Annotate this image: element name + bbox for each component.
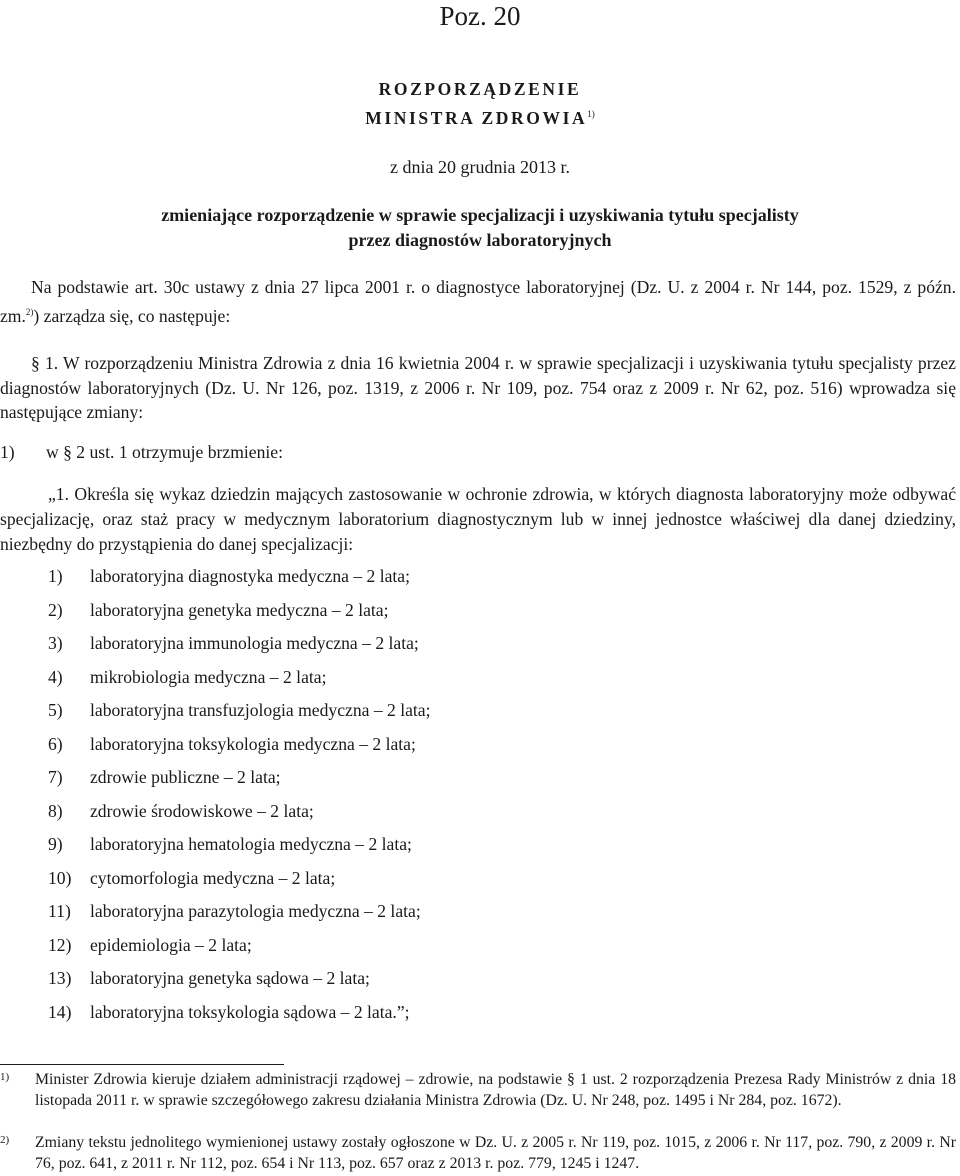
footnote-1	[0, 1070, 956, 1111]
list-item-number: 8)	[48, 800, 63, 821]
list-item-number: 13)	[48, 968, 72, 988]
list-item-text: laboratoryjna immunologia medyczna – 2 lata;	[90, 633, 419, 653]
footnote-2	[0, 1133, 956, 1174]
footnote-text: Minister Zdrowia kieruje działem administracji rządowej – zdrowie, na podstawie § 1 ust. 2 rozporządzenia Prezesa Rady Ministrów z dnia 18 listopada 2011 r. w sprawie szczegółowego zakresu działania Ministra Zdrowia (Dz. U. Nr 248, poz. 1495 i Nr 284, poz. 1672).	[35, 1071, 956, 1109]
list-item-number: 1)	[48, 566, 63, 586]
list-item-text: laboratoryjna genetyka medyczna – 2 lata;	[90, 599, 389, 620]
intro-text-before: Na podstawie art. 30c ustawy z dnia 27 lipca 2001 r. o diagnostyce laboratoryjnej (Dz. U. z 2004 r. Nr 144, poz. 1529, z późn. zm.	[0, 277, 956, 326]
list-item-text: zdrowie publiczne – 2 lata;	[90, 767, 281, 787]
amendment-item-number: 1)	[0, 442, 15, 462]
list-item-number: 2)	[48, 599, 63, 620]
list-item-text: laboratoryjna hematologia medyczna – 2 lata;	[90, 834, 412, 854]
quoted-provision: „1. Określa się wykaz dziedzin mających zastosowanie w ochronie zdrowia, w których diagnosta laboratoryjny może odbywać specjalizację, oraz staż pracy w medycznym laboratorium diagnostycznym lub w innej jednostce właściwej dla danej dziedziny, niezbędny do przystąpienia do danej specjalizacji:	[0, 484, 956, 554]
list-item-text: cytomorfologia medyczna – 2 lata;	[90, 867, 336, 888]
list-item-text: laboratoryjna diagnostyka medyczna – 2 lata;	[90, 566, 410, 586]
list-item-number: 3)	[48, 633, 63, 653]
act-subject-line1: zmieniające rozporządzenie w sprawie specjalizacji i uzyskiwania tytułu specjalisty	[161, 205, 799, 225]
list-item-number: 12)	[48, 934, 72, 955]
amendment-item-text: w § 2 ust. 1 otrzymuje brzmienie:	[46, 442, 283, 462]
list-item-text: zdrowie środowiskowe – 2 lata;	[90, 800, 314, 821]
legal-basis-intro	[0, 275, 956, 329]
intro-text-after: ) zarządza się, co następuje:	[33, 305, 231, 326]
footnote-mark: 2)	[0, 1134, 10, 1146]
list-item-text: laboratoryjna genetyka sądowa – 2 lata;	[90, 968, 370, 988]
position-header: Poz. 20	[439, 1, 521, 31]
footnote-separator	[0, 1064, 284, 1065]
list-item-number: 7)	[48, 767, 63, 787]
list-item-number: 9)	[48, 834, 63, 854]
list-item-number: 4)	[48, 666, 63, 687]
list-item-text: laboratoryjna transfuzjologia medyczna – 2 lata;	[90, 700, 431, 720]
list-item-text: laboratoryjna toksykologia sądowa – 2 lata.”;	[90, 1001, 410, 1022]
list-item-number: 14)	[48, 1001, 72, 1022]
footnote-ref-2: 2)	[25, 307, 34, 317]
list-item-text: laboratoryjna toksykologia medyczna – 2 lata;	[90, 733, 416, 754]
list-item-number: 6)	[48, 733, 63, 754]
footnote-mark: 1)	[0, 1071, 10, 1083]
list-item-text: laboratoryjna parazytologia medyczna – 2 lata;	[90, 901, 421, 921]
list-item-number: 10)	[48, 867, 72, 888]
issuer-title	[0, 108, 960, 129]
issuer-title-text: MINISTRA ZDROWIA	[365, 108, 588, 128]
paragraph-1: § 1. W rozporządzeniu Ministra Zdrowia z dnia 16 kwietnia 2004 r. w sprawie specjalizacji i uzyskiwania tytułu specjalisty przez diagnostów laboratoryjnych (Dz. U. Nr 126, poz. 1319, z 2006 r. Nr 109, poz. 754 oraz z 2009 r. Nr 62, poz. 516) wprowadza się następujące zmiany:	[0, 353, 956, 422]
footnote-ref-1: 1)	[587, 109, 595, 120]
act-date: z dnia 20 grudnia 2013 r.	[390, 157, 570, 177]
list-item-text: mikrobiologia medyczna – 2 lata;	[90, 666, 327, 687]
list-item-text: epidemiologia – 2 lata;	[90, 934, 252, 955]
act-subject-line2: przez diagnostów laboratoryjnych	[348, 230, 612, 250]
footnote-text: Zmiany tekstu jednolitego wymienionej ustawy zostały ogłoszone w Dz. U. z 2005 r. Nr 119, poz. 1015, z 2006 r. Nr 117, poz. 790, z 2009 r. Nr 76, poz. 641, z 2011 r. Nr 112, poz. 654 i Nr 113, poz. 657 oraz z 2013 r. poz. 779, 1245 i 1247.	[35, 1134, 956, 1172]
amendment-item-1	[0, 442, 283, 463]
act-type-title: ROZPORZĄDZENIE	[378, 79, 582, 99]
act-subject	[0, 203, 960, 253]
list-item-number: 5)	[48, 700, 63, 720]
list-item-number: 11)	[48, 901, 71, 921]
